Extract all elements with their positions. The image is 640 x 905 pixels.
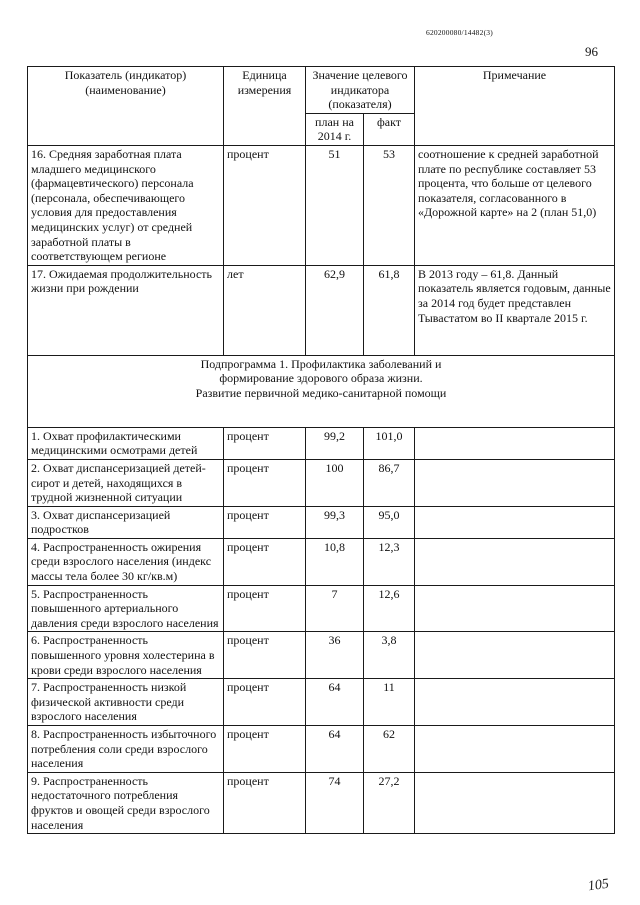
fact-cell: 61,8 (364, 265, 415, 355)
note-cell: В 2013 году – 61,8. Данный показатель является годовым, данные за 2014 год будет представлен Тывастатом во II квартале 2015 г. (415, 265, 615, 355)
col-indicator-header: Показатель (индикатор) (наименование) (28, 67, 224, 146)
col-target-header: Значение целевого индикатора (показателя) (306, 67, 415, 114)
col-unit-header: Единица измерения (224, 67, 306, 146)
note-cell (415, 506, 615, 538)
fact-cell: 95,0 (364, 506, 415, 538)
unit-cell: процент (224, 726, 306, 773)
fact-cell: 101,0 (364, 427, 415, 459)
indicator-cell: 5. Распространенность повышенного артериального давления среди взрослого населения (28, 585, 224, 632)
table-row (28, 145, 615, 265)
table-row (28, 506, 615, 538)
plan-cell: 99,2 (306, 427, 364, 459)
note-cell (415, 632, 615, 679)
subprogram-title (28, 355, 615, 427)
subprogram-line: Развитие первичной медико-санитарной помощи (195, 385, 447, 400)
unit-cell: процент (224, 585, 306, 632)
table-row (28, 772, 615, 833)
table-row (28, 427, 615, 459)
plan-cell: 62,9 (306, 265, 364, 355)
table-row (28, 265, 615, 355)
indicator-cell: 4. Распространенность ожирения среди взрослого населения (индекс массы тела более 30 кг/кв.м) (28, 538, 224, 585)
table-row (28, 632, 615, 679)
indicator-cell: 6. Распространенность повышенного уровня холестерина в крови среди взрослого населения (28, 632, 224, 679)
indicator-cell: 9. Распространенность недостаточного потребления фруктов и овощей среди взрослого населения (28, 772, 224, 833)
col-note-header: Примечание (415, 67, 615, 146)
plan-cell: 7 (306, 585, 364, 632)
unit-cell: процент (224, 538, 306, 585)
plan-cell: 64 (306, 726, 364, 773)
note-cell (415, 427, 615, 459)
unit-cell: процент (224, 679, 306, 726)
indicator-cell: 1. Охват профилактическими медицинскими осмотрами детей (28, 427, 224, 459)
fact-cell: 86,7 (364, 459, 415, 506)
plan-cell: 51 (306, 145, 364, 265)
unit-cell: процент (224, 427, 306, 459)
table-row (28, 726, 615, 773)
unit-cell: процент (224, 459, 306, 506)
note-cell (415, 679, 615, 726)
unit-cell: процент (224, 632, 306, 679)
indicator-cell: 3. Охват диспансеризацией подростков (28, 506, 224, 538)
page-number: 96 (585, 44, 598, 59)
table-row (28, 585, 615, 632)
subprogram-line: формирование здорового образа жизни. (219, 371, 423, 386)
note-cell (415, 459, 615, 506)
table-row (28, 459, 615, 506)
indicator-table (27, 66, 615, 834)
unit-cell: процент (224, 145, 306, 265)
indicator-cell: 2. Охват диспансеризацией детей-сирот и детей, находящихся в трудной жизненной ситуации (28, 459, 224, 506)
col-plan-header: план на 2014 г. (306, 113, 364, 145)
col-fact-header: факт (364, 113, 415, 145)
indicator-cell: 7. Распространенность низкой физической активности среди взрослого населения (28, 679, 224, 726)
table-row (28, 538, 615, 585)
unit-cell: лет (224, 265, 306, 355)
fact-cell: 53 (364, 145, 415, 265)
note-cell (415, 726, 615, 773)
plan-cell: 36 (306, 632, 364, 679)
fact-cell: 12,3 (364, 538, 415, 585)
plan-cell: 99,3 (306, 506, 364, 538)
note-cell (415, 585, 615, 632)
document-id: 620200080/14482(3) (426, 28, 493, 37)
note-cell (415, 772, 615, 833)
plan-cell: 74 (306, 772, 364, 833)
table-row (28, 679, 615, 726)
note-cell (415, 538, 615, 585)
subprogram-line: Подпрограмма 1. Профилактика заболеваний и (200, 356, 442, 371)
subprogram-row (28, 355, 615, 427)
plan-cell: 100 (306, 459, 364, 506)
handwritten-page-number: 105 (586, 876, 610, 895)
indicator-cell: 17. Ожидаемая продолжительность жизни при рождении (28, 265, 224, 355)
fact-cell: 62 (364, 726, 415, 773)
fact-cell: 27,2 (364, 772, 415, 833)
fact-cell: 12,6 (364, 585, 415, 632)
indicator-cell: 8. Распространенность избыточного потребления соли среди взрослого населения (28, 726, 224, 773)
fact-cell: 3,8 (364, 632, 415, 679)
header-row (28, 67, 615, 114)
indicator-cell: 16. Средняя заработная плата младшего медицинского (фармацевтического) персонала (персонала, обеспечивающего условия для предоставления медицинских услуг) от средней заработной платы в соответствующем регионе (28, 145, 224, 265)
note-cell: соотношение к средней заработной плате по республике составляет 53 процента, что больше от целевого показателя, согласованного в «Дорожной карте» на 2 (план 51,0) (415, 145, 615, 265)
unit-cell: процент (224, 506, 306, 538)
unit-cell: процент (224, 772, 306, 833)
fact-cell: 11 (364, 679, 415, 726)
plan-cell: 64 (306, 679, 364, 726)
plan-cell: 10,8 (306, 538, 364, 585)
